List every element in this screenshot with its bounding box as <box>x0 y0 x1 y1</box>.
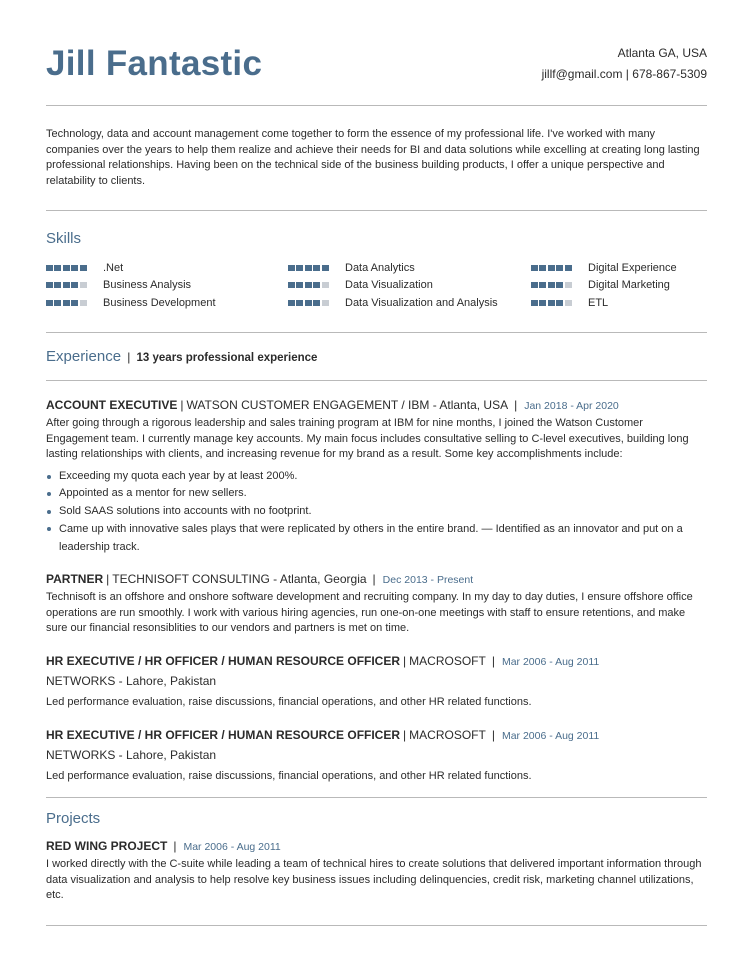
skills-column <box>288 259 498 312</box>
skill-level-meter <box>531 282 588 288</box>
skill-level-filled <box>46 300 53 306</box>
skill-level-filled <box>322 265 329 271</box>
skill-level-filled <box>531 282 538 288</box>
skill-level-filled <box>54 265 61 271</box>
contact-separator: | <box>625 67 629 81</box>
skill-item <box>531 277 677 295</box>
skill-level-filled <box>548 265 555 271</box>
skill-level-filled <box>46 282 53 288</box>
accomplishment-item: Came up with innovative sales plays that were replicated by others in the entire brand. — Identified as an innovator and put on a leadership track. <box>46 520 708 556</box>
skill-level-filled <box>288 300 295 306</box>
skills-title: Skills <box>46 230 82 247</box>
skill-label: .Net <box>103 261 124 274</box>
divider <box>46 925 707 926</box>
divider <box>46 105 707 106</box>
skill-label: Digital Marketing <box>588 279 670 292</box>
skill-level-filled <box>556 300 563 306</box>
accomplishment-item: Sold SAAS solutions into accounts with no footprint. <box>46 503 708 521</box>
job-entry <box>46 727 708 785</box>
skill-level-empty <box>80 300 87 306</box>
job-company-line2: NETWORKS - Lahore, Pakistan <box>46 674 217 688</box>
job-title: HR EXECUTIVE / HR OFFICER / HUMAN RESOURCE OFFICER <box>46 654 401 668</box>
skill-item <box>288 294 498 312</box>
email[interactable]: jillf@gmail.com <box>541 67 623 81</box>
skill-label: Business Development <box>103 296 216 309</box>
contact-line <box>542 64 707 85</box>
job-entry <box>46 653 708 711</box>
job-company: MACROSOFT <box>409 728 486 742</box>
job-title-line: HR EXECUTIVE / HR OFFICER / HUMAN RESOURCE OFFICER | MACROSOFT | Mar 2006 - Aug 2011 <box>46 654 600 668</box>
skill-label: Digital Experience <box>588 261 677 274</box>
skill-level-filled <box>296 282 303 288</box>
skill-item <box>46 294 216 312</box>
skill-level-filled <box>531 265 538 271</box>
skill-level-filled <box>539 300 546 306</box>
skill-level-filled <box>313 300 320 306</box>
skill-level-filled <box>556 265 563 271</box>
skill-level-filled <box>71 265 78 271</box>
skill-level-meter <box>531 300 588 306</box>
project-title-line: RED WING PROJECT | Mar 2006 - Aug 2011 <box>46 839 281 853</box>
skill-level-empty <box>565 282 572 288</box>
phone[interactable]: 678-867-5309 <box>632 67 707 81</box>
job-title-line: HR EXECUTIVE / HR OFFICER / HUMAN RESOURCE OFFICER | MACROSOFT | Mar 2006 - Aug 2011 <box>46 728 600 742</box>
location: Atlanta GA, USA <box>617 46 707 60</box>
skill-label: Data Visualization and Analysis <box>345 296 498 309</box>
skill-level-filled <box>548 282 555 288</box>
skill-level-filled <box>296 300 303 306</box>
job-dates: Jan 2018 - Apr 2020 <box>524 400 619 412</box>
job-title-line: ACCOUNT EXECUTIVE | WATSON CUSTOMER ENGAGEMENT / IBM - Atlanta, USA | Jan 2018 - Apr 2020 <box>46 398 619 412</box>
skill-level-filled <box>305 282 312 288</box>
skill-level-filled <box>556 282 563 288</box>
job-description: Led performance evaluation, raise discussions, financial operations, and other HR related functions. <box>46 770 532 782</box>
skill-level-filled <box>305 300 312 306</box>
job-entry <box>46 397 708 556</box>
skill-label: ETL <box>588 296 609 309</box>
candidate-name: Jill Fantastic <box>46 44 263 83</box>
skill-level-meter <box>531 265 588 271</box>
skill-level-empty <box>565 300 572 306</box>
job-title-line: PARTNER | TECHNISOFT CONSULTING - Atlanta, Georgia | Dec 2013 - Present <box>46 572 474 586</box>
accomplishment-item: Appointed as a mentor for new sellers. <box>46 485 708 503</box>
divider <box>46 332 707 333</box>
contact-block <box>542 43 707 85</box>
skill-level-filled <box>63 265 70 271</box>
experience-separator: | <box>127 350 131 364</box>
skill-level-meter <box>288 300 345 306</box>
accomplishment-item: Exceeding my quota each year by at least 200%. <box>46 468 708 486</box>
skill-level-filled <box>288 265 295 271</box>
divider <box>46 380 707 381</box>
divider <box>46 797 707 798</box>
skill-level-meter <box>46 265 103 271</box>
skill-level-meter <box>46 300 103 306</box>
divider <box>46 210 707 211</box>
projects-title: Projects <box>46 810 101 827</box>
skill-level-filled <box>531 300 538 306</box>
skill-level-filled <box>548 300 555 306</box>
job-entry <box>46 571 708 637</box>
project-entry <box>46 838 708 904</box>
job-description: After going through a rigorous leadership and sales training program at IBM for nine months, I joined the Watson Customer Engagement team. I currently manage key accounts. My main focus includes consultative selling to C-level executives, building long lasting relationships with clients, and increasing revenue for my brand as a result. Some key accomplishments include: <box>46 417 689 460</box>
job-company: MACROSOFT <box>409 654 486 668</box>
job-dates: Mar 2006 - Aug 2011 <box>501 656 600 668</box>
project-description: I worked directly with the C-suite while leading a team of technical hires to create solutions that delivered important information through data visualization and analysis to help resolve key business issues including delinquencies, credit risk, marketing channel utilizations, etc. <box>46 858 702 901</box>
skill-level-filled <box>46 265 53 271</box>
experience-subtitle: 13 years professional experience <box>136 352 318 364</box>
skill-level-filled <box>539 282 546 288</box>
project-title: RED WING PROJECT <box>46 839 168 853</box>
skill-level-filled <box>539 265 546 271</box>
job-dates: Dec 2013 - Present <box>382 574 474 586</box>
job-company-line2: NETWORKS - Lahore, Pakistan <box>46 748 217 762</box>
skill-level-filled <box>313 282 320 288</box>
skill-item <box>531 294 677 312</box>
job-title: HR EXECUTIVE / HR OFFICER / HUMAN RESOURCE OFFICER <box>46 728 401 742</box>
skill-level-filled <box>313 265 320 271</box>
job-description: Led performance evaluation, raise discussions, financial operations, and other HR related functions. <box>46 696 532 708</box>
job-title: ACCOUNT EXECUTIVE <box>46 398 178 412</box>
skill-level-filled <box>80 265 87 271</box>
skill-level-filled <box>305 265 312 271</box>
skill-level-filled <box>288 282 295 288</box>
skill-level-empty <box>322 282 329 288</box>
skills-column <box>531 259 677 312</box>
summary: Technology, data and account management come together to form the essence of my professional life. I've worked with many companies over the years to help them realize and achieve their needs for BI and data solutions while excelling at creating long lasting professional relationships. Having been on the technical side of the business building products, I offer a unique perspective and relatability to clients. <box>46 128 700 187</box>
skill-level-filled <box>54 300 61 306</box>
experience-heading <box>46 348 317 365</box>
skill-level-filled <box>565 265 572 271</box>
skill-level-meter <box>288 265 345 271</box>
skill-label: Data Visualization <box>345 279 433 292</box>
skill-item <box>288 277 498 295</box>
project-dates: Mar 2006 - Aug 2011 <box>183 841 281 853</box>
skill-item <box>288 259 498 277</box>
skill-level-filled <box>71 300 78 306</box>
job-description: Technisoft is an offshore and onshore software development and recruiting company. In my day to day duties, I ensure offshore office operations are run smoothly. I work with various hiring agencies, run one-on-one meetings with staff to ensure retentions, and make sure our financial resonsiblities to our vendors and partners is met on time. <box>46 591 693 634</box>
skill-label: Business Analysis <box>103 279 192 292</box>
skill-level-meter <box>288 282 345 288</box>
job-dates: Mar 2006 - Aug 2011 <box>501 730 600 742</box>
job-company: WATSON CUSTOMER ENGAGEMENT / IBM - Atlanta, USA <box>186 398 509 412</box>
job-title: PARTNER <box>46 572 104 586</box>
skill-item <box>46 259 216 277</box>
skill-level-meter <box>46 282 103 288</box>
skill-level-empty <box>80 282 87 288</box>
skill-level-filled <box>63 300 70 306</box>
skill-level-filled <box>54 282 61 288</box>
experience-title: Experience <box>46 348 122 365</box>
skill-level-empty <box>322 300 329 306</box>
job-company: TECHNISOFT CONSULTING - Atlanta, Georgia <box>112 572 367 586</box>
skill-level-filled <box>63 282 70 288</box>
skill-level-filled <box>71 282 78 288</box>
skill-item <box>46 277 216 295</box>
job-accomplishments <box>46 468 708 557</box>
skill-level-filled <box>296 265 303 271</box>
skill-item <box>531 259 677 277</box>
skills-column <box>46 259 216 312</box>
skill-label: Data Analytics <box>345 261 415 274</box>
